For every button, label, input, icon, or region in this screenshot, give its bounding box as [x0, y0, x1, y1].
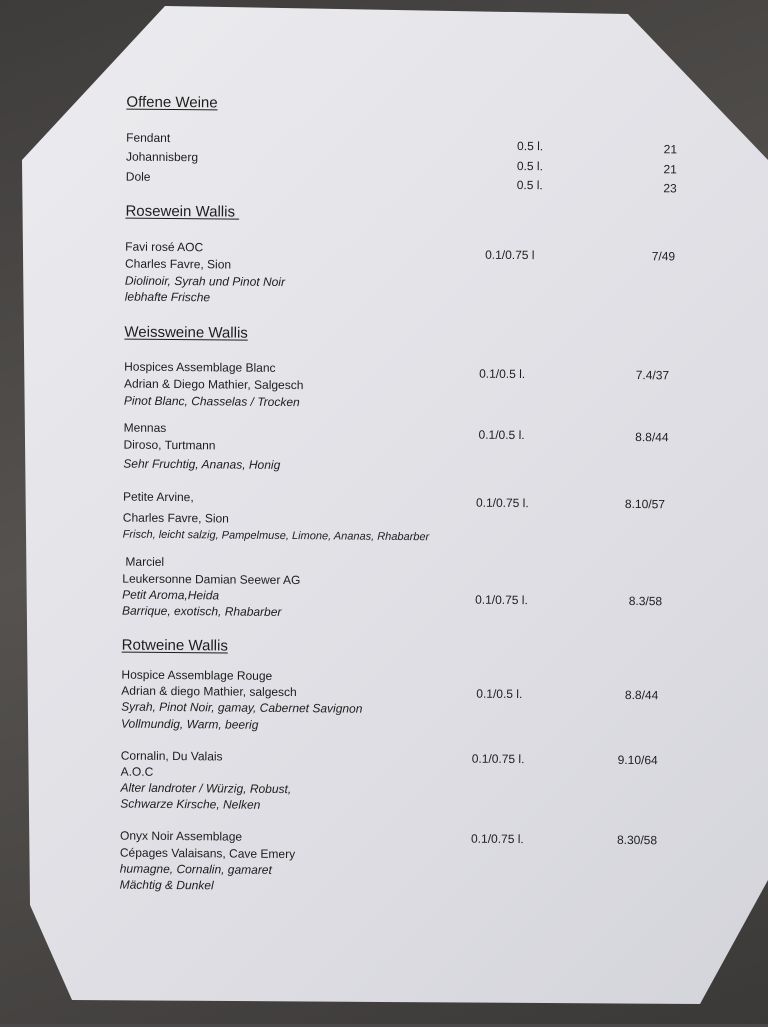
item-producer-onyx-noir: Cépages Valaisans, Cave Emery — [119, 845, 296, 862]
item-price-hospice-rouge: 8.8/44 — [624, 687, 659, 703]
item-name-favi-rose: Favi rosé AOC — [125, 239, 204, 255]
item-name-petite-arvine: Petite Arvine, — [122, 489, 194, 505]
item-producer-petite-arvine: Charles Favre, Sion — [122, 510, 229, 526]
item-note-hospice-rouge-2: Vollmundig, Warm, beerig — [120, 716, 259, 732]
item-volume-marciel: 0.1/0.75 l. — [475, 592, 528, 608]
item-price-johannisberg: 21 — [663, 162, 677, 177]
section-title-rosewein: Rosewein Wallis — [125, 202, 240, 221]
item-name-mennas: Mennas — [123, 420, 167, 435]
section-title-offene-weine: Offene Weine — [126, 93, 218, 112]
item-price-cornalin: 9.10/64 — [617, 752, 658, 768]
item-note-onyx-noir-2: Mächtig & Dunkel — [119, 877, 214, 893]
item-name-dole: Dole — [125, 169, 151, 184]
item-note-favi-rose-2: lebhafte Frische — [124, 289, 211, 305]
item-volume-mennas: 0.1/0.5 l. — [478, 427, 525, 443]
item-name-hospice-rouge: Hospice Assemblage Rouge — [121, 667, 273, 683]
item-volume-fendant: 0.5 l. — [517, 139, 544, 154]
item-volume-dole: 0.5 l. — [516, 178, 543, 193]
item-note-petite-arvine: Frisch, leicht salzig, Pampelmuse, Limone, Ananas, Rhabarber — [122, 528, 430, 544]
item-name-fendant: Fendant — [126, 130, 171, 145]
item-name-marciel: Marciel — [125, 554, 165, 569]
item-producer-favi-rose: Charles Favre, Sion — [124, 256, 232, 272]
item-volume-hospice-rouge: 0.1/0.5 l. — [476, 686, 523, 702]
item-producer-hospices-blanc: Adrian & Diego Mathier, Salgesch — [123, 376, 304, 393]
section-title-rotweine: Rotweine Wallis — [121, 636, 228, 655]
item-price-onyx-noir: 8.30/58 — [616, 832, 658, 848]
item-price-hospices-blanc: 7.4/37 — [635, 368, 670, 383]
item-note-hospices-blanc: Pinot Blanc, Chasselas / Trocken — [123, 393, 300, 410]
item-note-cornalin-1: Alter landroter / Würzig, Robust, — [120, 780, 292, 797]
item-name-cornalin: Cornalin, Du Valais — [120, 748, 223, 764]
item-note-hospice-rouge-1: Syrah, Pinot Noir, gamay, Cabernet Savignon — [121, 699, 363, 716]
item-price-fendant: 21 — [663, 142, 678, 157]
item-note-marciel-2: Barrique, exotisch, Rhabarber — [121, 603, 282, 619]
item-volume-johannisberg: 0.5 l. — [516, 159, 543, 174]
item-volume-petite-arvine: 0.1/0.75 l. — [475, 495, 529, 511]
item-price-petite-arvine: 8.10/57 — [624, 496, 666, 512]
item-note-cornalin-2: Schwarze Kirsche, Nelken — [120, 796, 261, 812]
item-price-dole: 23 — [663, 181, 677, 196]
item-name-onyx-noir: Onyx Noir Assemblage — [119, 828, 243, 844]
item-volume-cornalin: 0.1/0.75 l. — [471, 751, 525, 767]
item-producer-cornalin: A.O.C — [120, 764, 154, 779]
section-title-weissweine: Weissweine Wallis — [124, 323, 248, 342]
item-producer-mennas: Diroso, Turtmann — [123, 437, 216, 453]
item-price-marciel: 8.3/58 — [628, 594, 663, 609]
item-note-onyx-noir-1: humagne, Cornalin, gamaret — [119, 861, 272, 877]
item-note-favi-rose-1: Diolinoir, Syrah und Pinot Noir — [124, 273, 286, 289]
item-note-marciel-1: Petit Aroma,Heida — [122, 587, 220, 603]
item-name-hospices-blanc: Hospices Assemblage Blanc — [124, 359, 276, 375]
item-name-johannisberg: Johannisberg — [125, 149, 199, 165]
item-volume-favi-rose: 0.1/0.75 l — [485, 247, 535, 263]
item-producer-hospice-rouge: Adrian & diego Mathier, salgesch — [121, 683, 297, 700]
item-volume-hospices-blanc: 0.1/0.5 l. — [479, 366, 526, 382]
item-note-mennas: Sehr Fruchtig, Ananas, Honig — [123, 456, 281, 472]
item-volume-onyx-noir: 0.1/0.75 l. — [470, 831, 524, 847]
item-price-mennas: 8.8/44 — [635, 430, 669, 445]
item-producer-marciel: Leukersonne Damian Seewer AG — [122, 571, 301, 588]
item-price-favi-rose: 7/49 — [651, 249, 676, 264]
